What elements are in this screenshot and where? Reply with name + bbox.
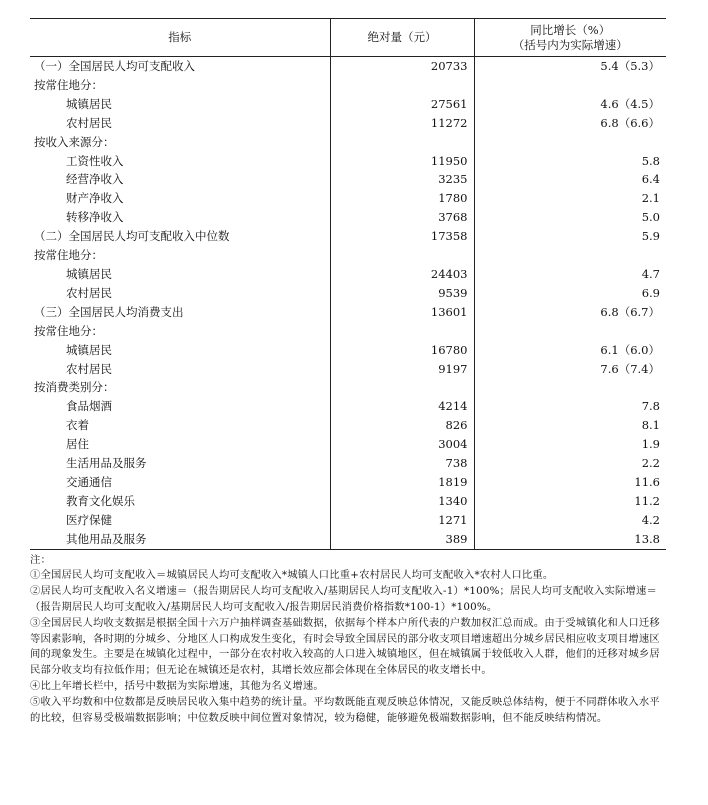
table-row [30,341,666,360]
row-growth-rate: 6.9 [474,284,666,303]
row-growth-rate [474,133,666,152]
row-absolute-value: 13601 [330,303,474,322]
statistics-sheet [30,18,666,726]
note-item: ⑤收入平均数和中位数都是反映居民收入集中趋势的统计量。平均数既能直观反映总体情况，又能反映总体结构，便于不同群体收入水平的比较，但容易受极端数据影响；中位数反映中间位置对象情况，较为稳健，能够避免极端数据影响，但不能反映结构情况。 [30,695,660,724]
row-absolute-value: 16780 [330,341,474,360]
header-growth-rate [474,19,666,57]
row-growth-rate: 6.1（6.0） [474,341,666,360]
row-growth-rate [474,76,666,95]
table-row [30,435,666,454]
row-growth-rate: 6.4 [474,170,666,189]
table-row [30,360,666,379]
row-growth-rate: 2.1 [474,189,666,208]
table-row [30,265,666,284]
row-growth-rate: 11.2 [474,492,666,511]
header-absolute-value: 绝对量（元） [330,19,474,57]
row-absolute-value: 1780 [330,189,474,208]
row-absolute-value: 3768 [330,208,474,227]
row-label: （一）全国居民人均可支配收入 [34,59,195,73]
row-label: 城镇居民 [66,266,112,281]
note-item: ①全国居民人均可支配收入＝城镇居民人均可支配收入*城镇人口比重+农村居民人均可支配收入*农村人口比重。 [30,569,554,582]
row-label: 按消费类别分： [34,380,115,395]
row-label: 按常住地分： [34,248,103,263]
row-absolute-value: 4214 [330,397,474,416]
table-row [30,530,666,549]
row-absolute-value: 11272 [330,114,474,133]
row-label: 医疗保健 [66,512,112,527]
row-label: （三）全国居民人均消费支出 [34,304,184,319]
row-growth-rate: 13.8 [474,530,666,549]
note-item: ④比上年增长栏中，括号中数据为实际增速，其他为名义增速。 [30,679,324,692]
table-row [30,208,666,227]
row-growth-rate: 7.6（7.4） [474,360,666,379]
row-label: 农村居民 [66,115,112,130]
row-absolute-value: 826 [330,416,474,435]
table-row [30,378,666,397]
row-absolute-value: 27561 [330,95,474,114]
row-absolute-value: 3235 [330,170,474,189]
row-absolute-value: 1340 [330,492,474,511]
row-label: 其他用品及服务 [30,530,330,549]
row-label: 居住 [66,437,89,452]
row-label: 农村居民 [66,361,112,376]
row-label: 农村居民 [66,285,112,300]
row-growth-rate: 8.1 [474,416,666,435]
row-growth-rate [474,246,666,265]
table-row [30,511,666,530]
row-growth-rate: 5.9 [474,227,666,246]
row-label: 按常住地分： [34,323,103,338]
row-label: 衣着 [66,418,89,433]
notes-section [30,553,666,727]
row-absolute-value [330,322,474,341]
note-item: ②居民人均可支配收入名义增速＝（报告期居民人均可支配收入/基期居民人均可支配收入-1）*100%；居民人均可支配收入实际增速＝（报告期居民人均可支配收入/基期居民人均可支配收入/报告期居民消费价格指数*100-1）*100%。 [30,585,658,613]
row-absolute-value: 3004 [330,435,474,454]
notes-title: 注： [30,553,51,566]
header-indicator: 指标 [30,19,330,57]
row-absolute-value: 738 [330,454,474,473]
row-label: 工资性收入 [66,153,124,168]
row-growth-rate [474,378,666,397]
row-absolute-value [330,246,474,265]
row-label: 食品烟酒 [66,399,112,414]
table-row [30,284,666,303]
row-absolute-value: 1271 [330,511,474,530]
row-absolute-value: 9197 [330,360,474,379]
header-growth-rate-line2: （括号内为实际增速） [512,37,628,52]
row-absolute-value [330,76,474,95]
row-absolute-value: 20733 [330,57,474,76]
row-label: 财产净收入 [66,191,124,206]
row-label: （二）全国居民人均可支配收入中位数 [34,229,230,244]
row-growth-rate: 1.9 [474,435,666,454]
row-absolute-value: 11950 [330,152,474,171]
note-item: ③全国居民人均收支数据是根据全国十六万户抽样调查基础数据，依据每个样本户所代表的户数加权汇总而成。由于受城镇化和人口迁移等因素影响，各时期的分城乡、分地区人口构成发生变化，有时会导致全国居民的部分收支项目增速超出分城乡居民相应收支项目增速区间的现象发生。主要是在城镇化过程中，一部分在农村收入较高的人口进入城镇地区，但在城镇属于较低收入人群，他们的迁移对城乡居民部分收支均有拉低作用；但无论在城镇还是农村，其增长效应都会体现在全体居民的收支增长中。 [30,616,660,677]
row-label: 城镇居民 [66,342,112,357]
row-growth-rate [474,322,666,341]
row-absolute-value [330,378,474,397]
table-row [30,416,666,435]
row-label: 按常住地分： [34,77,103,92]
row-absolute-value: 1819 [330,473,474,492]
table-row [30,303,666,322]
row-growth-rate: 4.6（4.5） [474,95,666,114]
table-header-row [30,19,666,57]
row-label: 转移净收入 [66,210,124,225]
table-body [30,57,666,550]
header-growth-rate-line1: 同比增长（%） [530,22,611,37]
row-absolute-value: 9539 [330,284,474,303]
table-row [30,76,666,95]
row-growth-rate: 5.8 [474,152,666,171]
table-row [30,322,666,341]
table-row [30,492,666,511]
row-growth-rate: 4.2 [474,511,666,530]
row-absolute-value: 24403 [330,265,474,284]
row-growth-rate: 6.8（6.7） [474,303,666,322]
row-absolute-value [330,133,474,152]
table-row [30,95,666,114]
table-row [30,133,666,152]
table-row [30,57,666,76]
table-row [30,246,666,265]
row-growth-rate: 5.0 [474,208,666,227]
row-growth-rate: 2.2 [474,454,666,473]
row-label: 经营净收入 [66,172,124,187]
table-row [30,189,666,208]
table-row [30,227,666,246]
row-label: 生活用品及服务 [66,456,147,471]
row-growth-rate: 11.6 [474,473,666,492]
row-growth-rate: 6.8（6.6） [474,114,666,133]
row-absolute-value: 389 [330,530,474,549]
row-label: 按收入来源分： [34,134,115,149]
table-row [30,170,666,189]
row-growth-rate: 4.7 [474,265,666,284]
table-row [30,397,666,416]
row-label: 交通通信 [66,474,112,489]
table-row [30,114,666,133]
row-growth-rate: 7.8 [474,397,666,416]
row-growth-rate: 5.4（5.3） [474,57,666,76]
table-row [30,473,666,492]
table-row [30,152,666,171]
row-absolute-value: 17358 [330,227,474,246]
income-expenditure-table [30,18,666,550]
row-label: 城镇居民 [66,96,112,111]
table-row [30,454,666,473]
row-label: 教育文化娱乐 [66,493,135,508]
